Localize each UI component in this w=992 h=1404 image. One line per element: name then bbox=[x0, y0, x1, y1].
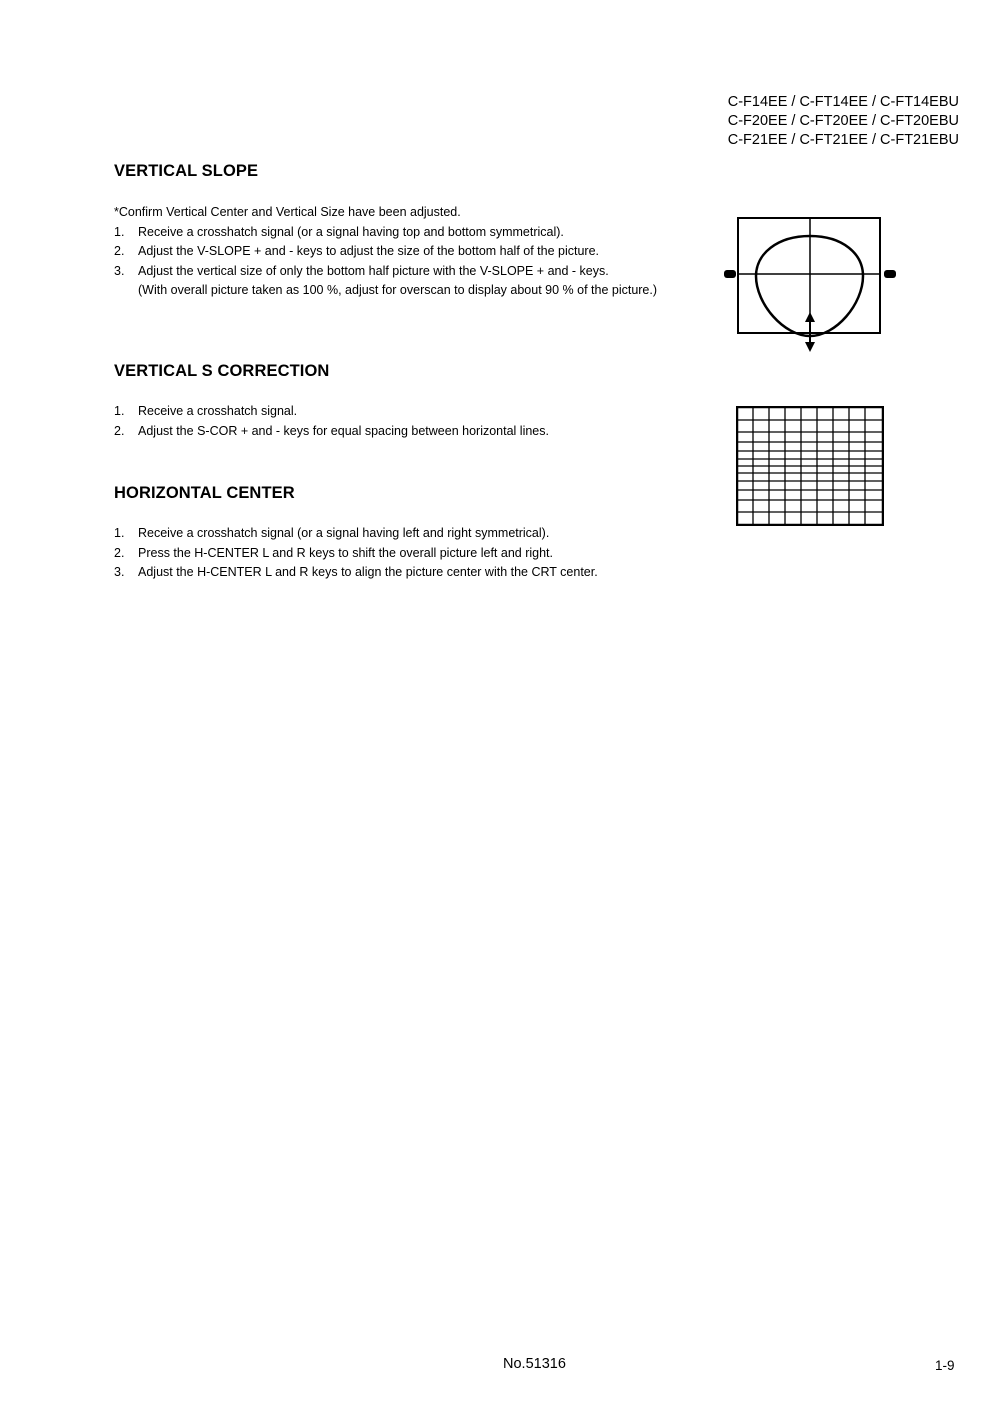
crosshatch-diagram bbox=[736, 406, 884, 526]
list-item: 2. Adjust the V-SLOPE + and - keys to adjust the size of the bottom half of the picture. bbox=[114, 244, 600, 258]
page-number: 1-9 bbox=[935, 1358, 955, 1373]
list-item: 2. Adjust the S-COR + and - keys for equal spacing between horizontal lines. bbox=[114, 423, 549, 438]
model-list bbox=[728, 93, 959, 150]
model-line: C-F21EE / C-FT21EE / C-FT21EBU bbox=[727, 132, 959, 148]
vertical-slope-steps bbox=[114, 203, 674, 301]
note: *Confirm Vertical Center and Vertical Size have been adjusted. bbox=[114, 205, 461, 219]
list-item: 1. Receive a crosshatch signal (or a signal having top and bottom symmetrical). bbox=[114, 224, 564, 239]
vertical-s-correction-steps bbox=[114, 402, 674, 441]
list-item: 3. Adjust the vertical size of only the bottom half picture with the V-SLOPE + and - keys. (With overall picture taken as 100 %, adjust for overscan to display about 90 % of the picture.) bbox=[114, 263, 658, 297]
list-item: 3. Adjust the H-CENTER L and R keys to align the picture center with the CRT center. bbox=[114, 565, 598, 579]
list-item: 2. Press the H-CENTER L and R keys to shift the overall picture left and right. bbox=[114, 545, 553, 560]
section-title-vertical-slope: VERTICAL SLOPE bbox=[114, 162, 259, 180]
section-title-vertical-s-correction: VERTICAL S CORRECTION bbox=[114, 362, 330, 380]
section-title-horizontal-center: HORIZONTAL CENTER bbox=[114, 484, 295, 502]
list-item: 1. Receive a crosshatch signal. bbox=[114, 404, 298, 418]
model-line: C-F20EE / C-FT20EE / C-FT20EBU bbox=[727, 113, 959, 129]
model-line: C-F14EE / C-FT14EE / C-FT14EBU bbox=[727, 94, 959, 110]
horizontal-center-steps bbox=[114, 524, 674, 583]
doc-number: No.51316 bbox=[503, 1356, 566, 1372]
vertical-slope-diagram bbox=[718, 212, 900, 356]
list-item: 1. Receive a crosshatch signal (or a signal having left and right symmetrical). bbox=[114, 526, 550, 540]
